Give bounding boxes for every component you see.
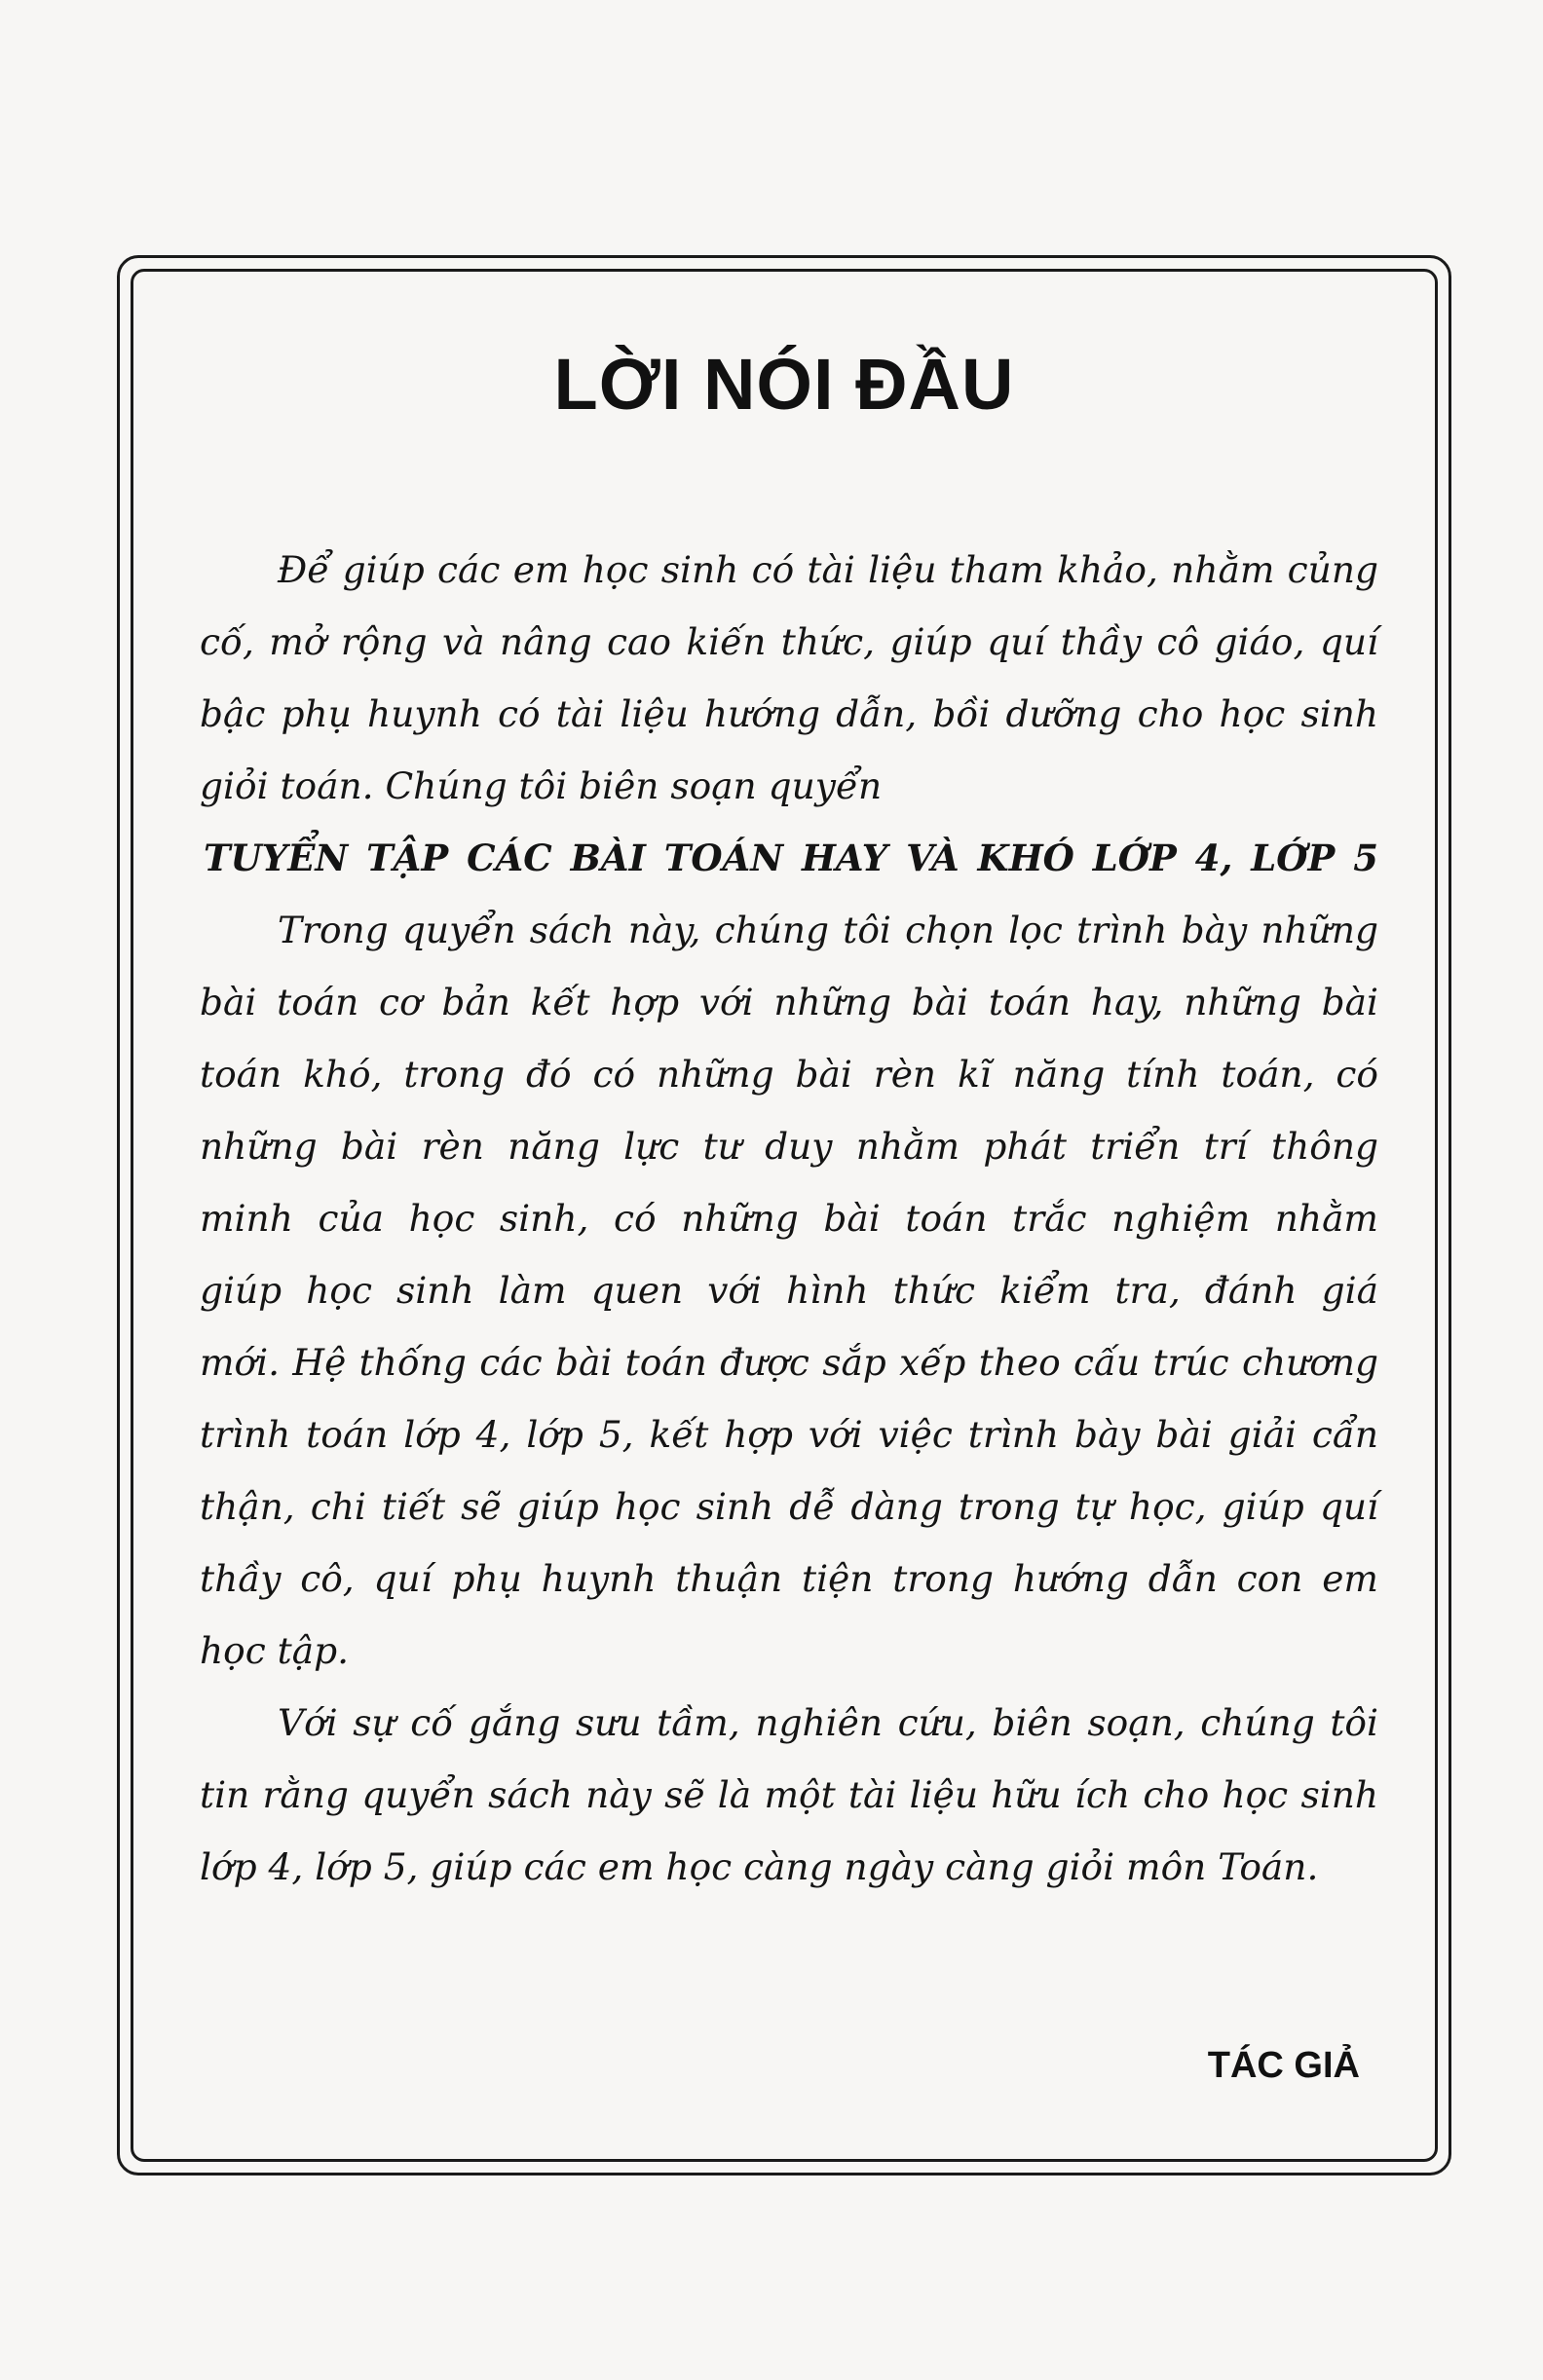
paragraph-intro	[200, 534, 1378, 822]
text-line: Với sự cố gắng sưu tầm, nghiên cứu, biên soạn, chúng tôi	[278, 1701, 1378, 1744]
text-line: trình toán lớp 4, lớp 5, kết hợp với việc trình bày bài giải cẩn	[200, 1413, 1378, 1456]
author-signature: TÁC GIẢ	[1207, 2045, 1360, 2086]
text-line: bài toán cơ bản kết hợp với những bài toán hay, những bài	[200, 981, 1378, 1023]
text-line: cố, mở rộng và nâng cao kiến thức, giúp quí thầy cô giáo, quí	[200, 620, 1378, 663]
text-line: những bài rèn năng lực tư duy nhằm phát triển trí thông	[200, 1125, 1378, 1168]
text-line: học tập.	[200, 1629, 350, 1672]
text-line: mới. Hệ thống các bài toán được sắp xếp theo cấu trúc chương	[200, 1341, 1378, 1384]
text-line: toán khó, trong đó có những bài rèn kĩ năng tính toán, có	[200, 1053, 1378, 1096]
text-line: bậc phụ huynh có tài liệu hướng dẫn, bồi dưỡng cho học sinh	[200, 692, 1378, 735]
preface-body	[200, 534, 1378, 1903]
text-line: Để giúp các em học sinh có tài liệu tham khảo, nhằm củng	[278, 548, 1378, 591]
book-title: TUYỂN TẬP CÁC BÀI TOÁN HAY VÀ KHÓ LỚP 4, LỚP 5	[204, 837, 1378, 879]
paragraph-content	[200, 894, 1378, 1687]
text-line: minh của học sinh, có những bài toán trắc nghiệm nhằm	[200, 1197, 1378, 1240]
text-line: Trong quyển sách này, chúng tôi chọn lọc trình bày những	[278, 909, 1378, 951]
text-line: thận, chi tiết sẽ giúp học sinh dễ dàng trong tự học, giúp quí	[200, 1485, 1378, 1528]
text-line: tin rằng quyển sách này sẽ là một tài liệu hữu ích cho học sinh	[200, 1773, 1378, 1816]
text-line: giúp học sinh làm quen với hình thức kiểm tra, đánh giá	[200, 1269, 1378, 1312]
paragraph-closing	[200, 1687, 1378, 1903]
text-line: thầy cô, quí phụ huynh thuận tiện trong hướng dẫn con em	[200, 1557, 1378, 1600]
page-title: LỜI NÓI ĐẦU	[553, 344, 1015, 425]
text-line: lớp 4, lớp 5, giúp các em học càng ngày càng giỏi môn Toán.	[200, 1845, 1319, 1888]
text-line: giỏi toán. Chúng tôi biên soạn quyển	[200, 764, 883, 807]
